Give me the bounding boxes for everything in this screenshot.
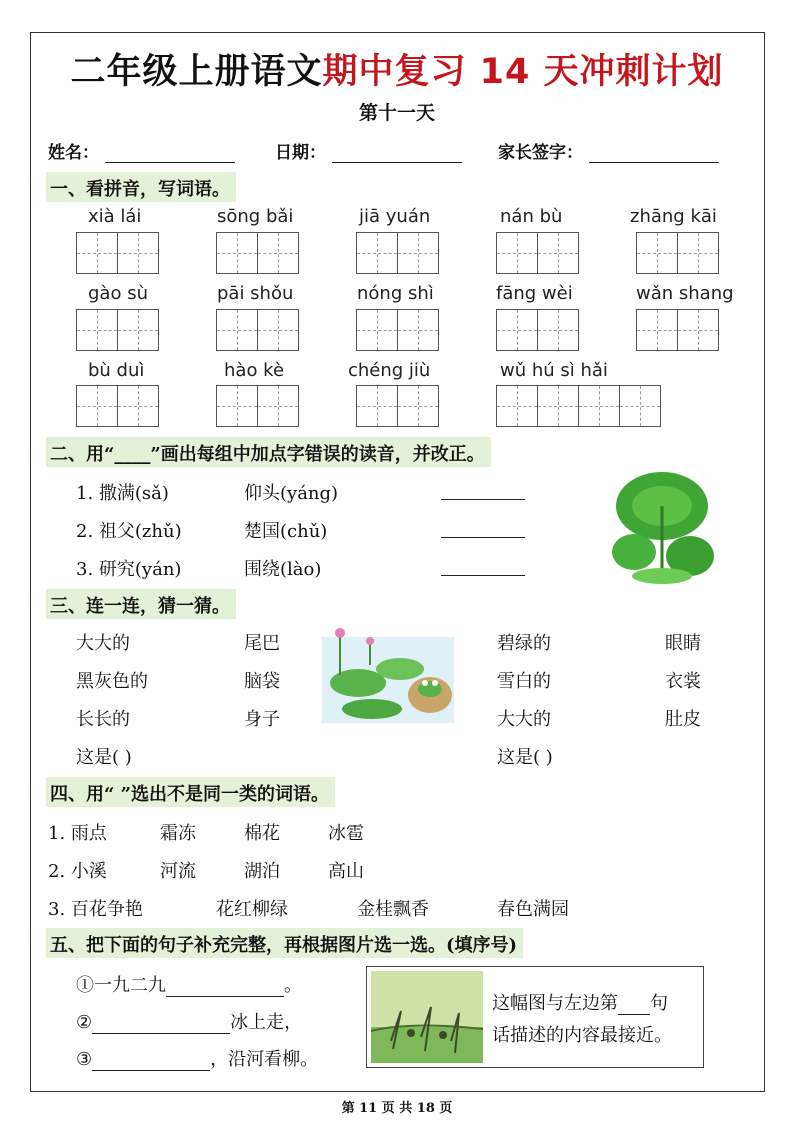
sentence-1-prefix: ①一九二九 xyxy=(76,975,166,996)
section-1-heading: 一、看拼音，写词语。 xyxy=(46,172,236,202)
pinyin-label: sōng bǎi xyxy=(217,206,294,227)
char-grid[interactable] xyxy=(636,232,718,274)
page-title xyxy=(0,44,794,94)
match-word[interactable]: 身子 xyxy=(244,709,280,730)
section-4-heading: 四、用“ ”选出不是同一类的词语。 xyxy=(46,777,335,807)
question-text-b: 句 xyxy=(650,993,668,1014)
question-text-c: 话描述的内容最接近。 xyxy=(492,1025,672,1046)
char-grid[interactable] xyxy=(496,232,578,274)
guess-answer-right[interactable]: 这是( ) xyxy=(497,747,553,768)
pinyin-label: wǔ hú sì hǎi xyxy=(500,360,608,381)
char-grid[interactable] xyxy=(636,309,718,351)
match-word[interactable]: 尾巴 xyxy=(244,633,280,654)
char-grid[interactable] xyxy=(356,385,438,427)
pinyin-label: nóng shì xyxy=(357,283,434,304)
picture-question-line1 xyxy=(492,989,668,1015)
match-word[interactable]: 黑灰色的 xyxy=(76,671,148,692)
pinyin-label: nán bù xyxy=(500,206,563,227)
question-text-a: 这幅图与左边第 xyxy=(492,993,618,1014)
word-option[interactable]: 湖泊 xyxy=(244,861,280,882)
pinyin-label: chéng jiù xyxy=(348,360,431,381)
willow-river-illustration xyxy=(371,971,483,1063)
sentence-1-suffix: 。 xyxy=(284,975,302,996)
sentence-3-suffix: ，沿河看柳。 xyxy=(210,1049,319,1070)
match-word[interactable]: 衣裳 xyxy=(665,671,701,692)
word-option[interactable]: 3. 百花争艳 xyxy=(48,899,143,920)
word-option[interactable]: 金桂飘香 xyxy=(357,899,429,920)
sign-label: 家长签字： xyxy=(498,143,583,163)
pinyin-label: zhāng kāi xyxy=(630,206,717,227)
sentence-2 xyxy=(76,1008,302,1034)
pinyin-label: jiā yuán xyxy=(359,206,431,227)
title-red: 期中复习 14 天冲刺计划 xyxy=(322,52,724,92)
char-grid[interactable] xyxy=(76,385,158,427)
pron-item: 1. 撒满(sǎ) xyxy=(76,483,169,504)
char-grid[interactable] xyxy=(356,232,438,274)
name-label: 姓名： xyxy=(48,143,99,163)
answer-line[interactable] xyxy=(441,575,525,576)
pinyin-label: fāng wèi xyxy=(496,283,573,304)
word-option[interactable]: 1. 雨点 xyxy=(48,823,107,844)
match-word[interactable]: 眼睛 xyxy=(665,633,701,654)
answer-line[interactable] xyxy=(441,499,525,500)
section-3-heading: 三、连一连，猜一猜。 xyxy=(46,589,236,619)
name-row xyxy=(48,138,235,163)
pron-item: 楚国(chǔ) xyxy=(244,521,328,542)
char-grid[interactable] xyxy=(216,385,298,427)
sign-field[interactable] xyxy=(589,146,719,163)
sign-row xyxy=(498,138,719,163)
date-row xyxy=(275,138,462,163)
date-label: 日期： xyxy=(275,143,326,163)
word-option[interactable]: 棉花 xyxy=(244,823,280,844)
match-word[interactable]: 长长的 xyxy=(76,709,130,730)
word-option[interactable]: 霜冻 xyxy=(160,823,196,844)
title-black: 二年级上册语文 xyxy=(70,52,323,92)
section-2-heading: 二、用“____”画出每组中加点字错误的读音，并改正。 xyxy=(46,437,491,467)
name-field[interactable] xyxy=(105,146,235,163)
sentence-2-suffix: 冰上走， xyxy=(230,1012,303,1033)
match-word[interactable]: 脑袋 xyxy=(244,671,280,692)
word-option[interactable]: 花红柳绿 xyxy=(216,899,288,920)
char-grid[interactable] xyxy=(216,309,298,351)
pinyin-label: xià lái xyxy=(88,206,142,227)
sentence-3-blank[interactable] xyxy=(92,1054,210,1071)
pinyin-label: pāi shǒu xyxy=(217,283,294,304)
sentence-3 xyxy=(76,1045,318,1071)
pron-item: 仰头(yáng) xyxy=(244,483,339,504)
guess-answer-left[interactable]: 这是( ) xyxy=(76,747,132,768)
word-option[interactable]: 2. 小溪 xyxy=(48,861,107,882)
pinyin-label: gào sù xyxy=(88,283,148,304)
sentence-2-prefix: ② xyxy=(76,1012,93,1033)
match-word[interactable]: 肚皮 xyxy=(665,709,701,730)
match-word[interactable]: 大大的 xyxy=(497,709,551,730)
pinyin-label: bù duì xyxy=(88,360,145,381)
page-number-footer: 第 11 页 共 18 页 xyxy=(341,1101,453,1116)
question-blank[interactable] xyxy=(618,998,650,1015)
day-subtitle: 第十一天 xyxy=(358,102,435,124)
word-option[interactable]: 冰雹 xyxy=(328,823,364,844)
char-grid-4[interactable] xyxy=(496,385,660,427)
match-word[interactable]: 碧绿的 xyxy=(497,633,551,654)
word-option[interactable]: 高山 xyxy=(328,861,364,882)
char-grid[interactable] xyxy=(356,309,438,351)
pinyin-label: hào kè xyxy=(224,360,285,381)
date-field[interactable] xyxy=(332,146,462,163)
char-grid[interactable] xyxy=(216,232,298,274)
pron-item: 围绕(lào) xyxy=(244,559,322,580)
match-word[interactable]: 大大的 xyxy=(76,633,130,654)
pron-item: 3. 研究(yán) xyxy=(76,559,182,580)
char-grid[interactable] xyxy=(76,232,158,274)
word-option[interactable]: 春色满园 xyxy=(497,899,569,920)
match-word[interactable]: 雪白的 xyxy=(497,671,551,692)
picture-question-box xyxy=(366,966,704,1068)
section-5-heading: 五、把下面的句子补充完整，再根据图片选一选。(填序号) xyxy=(46,928,523,958)
answer-line[interactable] xyxy=(441,537,525,538)
word-option[interactable]: 河流 xyxy=(160,861,196,882)
sentence-1 xyxy=(76,971,302,997)
sentence-3-prefix: ③ xyxy=(76,1049,93,1070)
sentence-1-blank[interactable] xyxy=(166,980,284,997)
pron-item: 2. 祖父(zhǔ) xyxy=(76,521,182,542)
pond-frog-illustration xyxy=(322,625,454,723)
char-grid[interactable] xyxy=(496,309,578,351)
char-grid[interactable] xyxy=(76,309,158,351)
pinyin-label: wǎn shang xyxy=(636,283,734,304)
lotus-leaf-illustration xyxy=(606,464,718,588)
sentence-2-blank[interactable] xyxy=(92,1017,230,1034)
